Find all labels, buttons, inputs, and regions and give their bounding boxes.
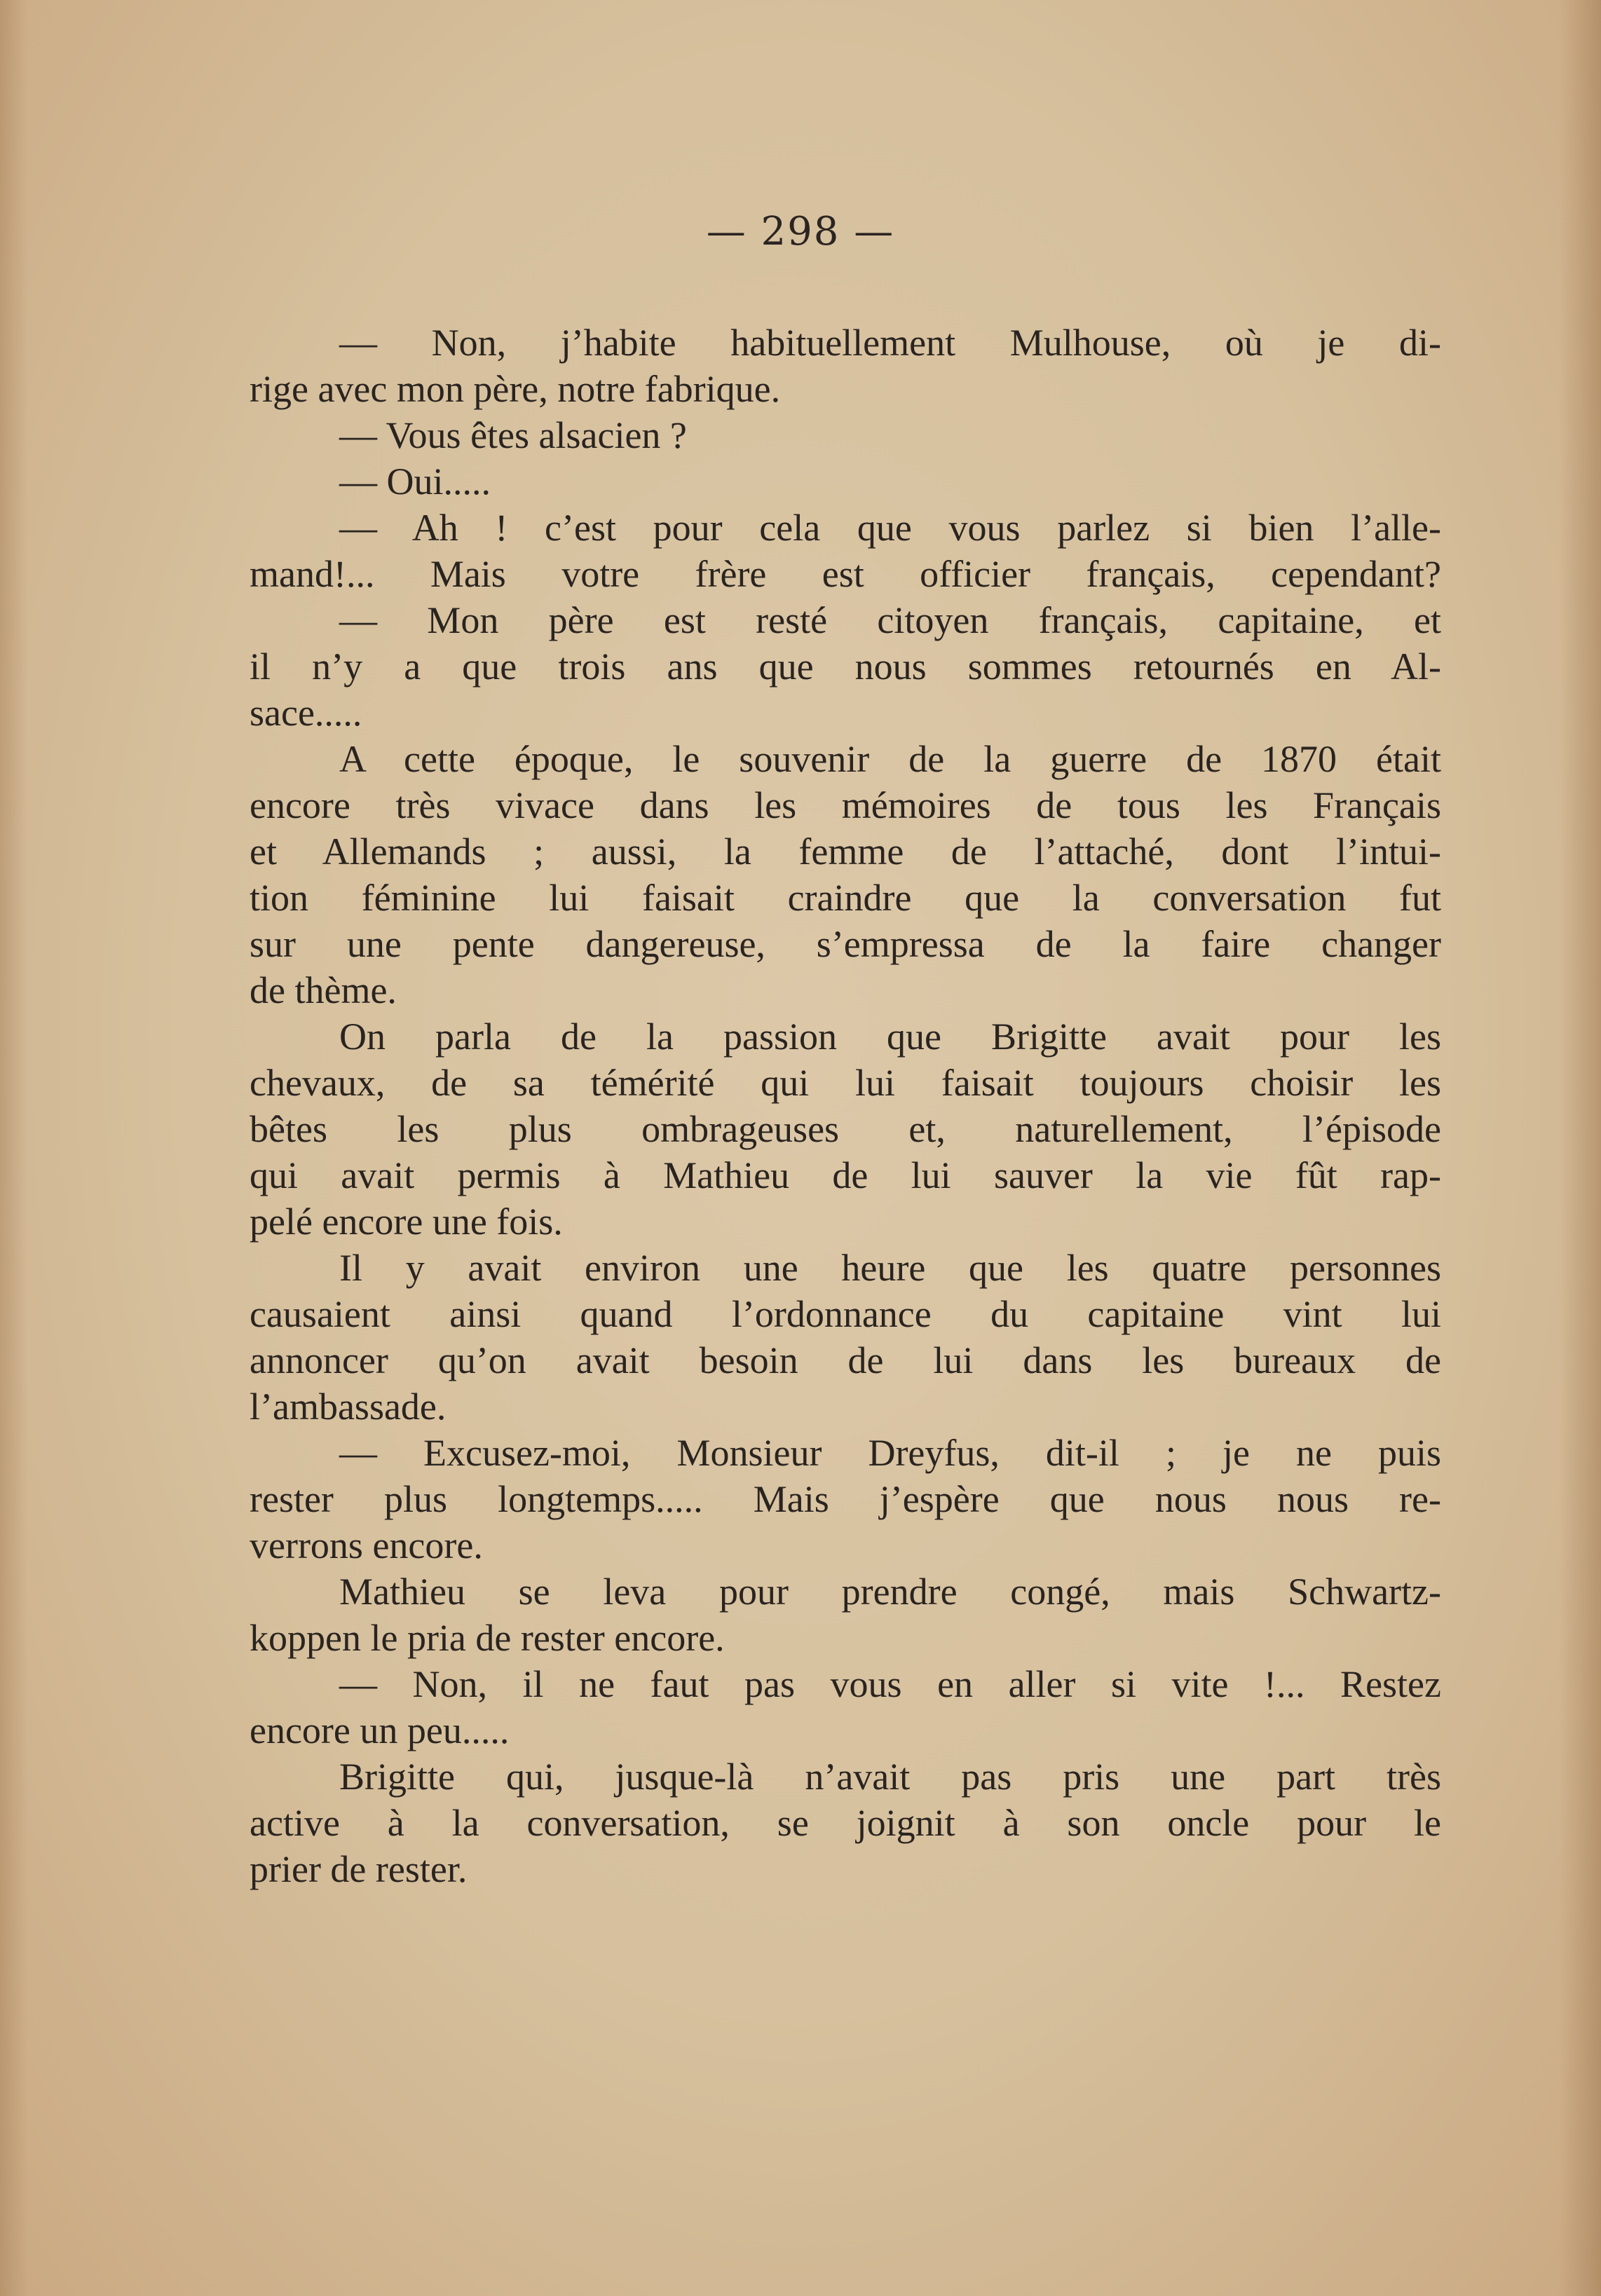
text-line: et Allemands ; aussi, la femme de l’attaché, dont l’intui- (250, 831, 1441, 873)
text-line: — Non, j’habite habituellement Mulhouse, où je di- (339, 322, 1441, 364)
text-line: — Ah ! c’est pour cela que vous parlez si bien l’alle- (339, 507, 1441, 549)
text-line: — Oui..... (339, 460, 491, 503)
text-line: bêtes les plus ombrageuses et, naturellement, l’épisode (250, 1108, 1441, 1150)
text-line: rester plus longtemps..... Mais j’espère que nous nous re- (250, 1478, 1441, 1520)
text-line: encore un peu..... (250, 1709, 510, 1751)
text-line: verrons encore. (250, 1524, 483, 1566)
text-line: koppen le pria de rester encore. (250, 1617, 725, 1659)
text-line: de thème. (250, 969, 397, 1011)
text-line: prier de rester. (250, 1848, 468, 1890)
text-line: — Non, il ne faut pas vous en aller si vite !... Restez (339, 1663, 1441, 1705)
text-line: tion féminine lui faisait craindre que la conversation fut (250, 877, 1441, 919)
text-line: annoncer qu’on avait besoin de lui dans les bureaux de (250, 1339, 1441, 1381)
text-line: encore très vivace dans les mémoires de tous les Français (250, 784, 1441, 826)
text-line: — Excusez-moi, Monsieur Dreyfus, dit-il ; je ne puis (339, 1432, 1441, 1474)
text-line: sur une pente dangereuse, s’empressa de la faire changer (250, 923, 1441, 965)
text-line: mand!... Mais votre frère est officier français, cependant? (250, 553, 1441, 595)
text-line: il n’y a que trois ans que nous sommes retournés en Al- (250, 645, 1441, 688)
text-line: l’ambassade. (250, 1386, 447, 1428)
text-line: Mathieu se leva pour prendre congé, mais Schwartz- (339, 1571, 1441, 1613)
text-line: pelé encore une fois. (250, 1201, 563, 1243)
text-line: active à la conversation, se joignit à son oncle pour le (250, 1802, 1441, 1844)
text-line: chevaux, de sa témérité qui lui faisait toujours choisir les (250, 1062, 1441, 1104)
page-left-edge-shadow (0, 0, 28, 2296)
text-line: qui avait permis à Mathieu de lui sauver la vie fût rap- (250, 1154, 1441, 1196)
text-line: causaient ainsi quand l’ordonnance du capitaine vint lui (250, 1293, 1441, 1335)
text-line: rige avec mon père, notre fabrique. (250, 368, 781, 410)
page-number: — 298 — (706, 209, 895, 254)
body-text (250, 320, 1441, 1892)
text-line: — Vous êtes alsacien ? (339, 414, 687, 456)
text-line: On parla de la passion que Brigitte avait pour les (339, 1016, 1441, 1058)
text-line: — Mon père est resté citoyen français, capitaine, et (339, 599, 1441, 641)
text-line: A cette époque, le souvenir de la guerre de 1870 était (339, 738, 1441, 780)
text-line: Il y avait environ une heure que les quatre personnes (339, 1247, 1441, 1289)
text-line: sace..... (250, 692, 362, 734)
text-line: Brigitte qui, jusque-là n’avait pas pris une part très (339, 1756, 1441, 1798)
page-right-edge-shadow (1559, 0, 1601, 2296)
